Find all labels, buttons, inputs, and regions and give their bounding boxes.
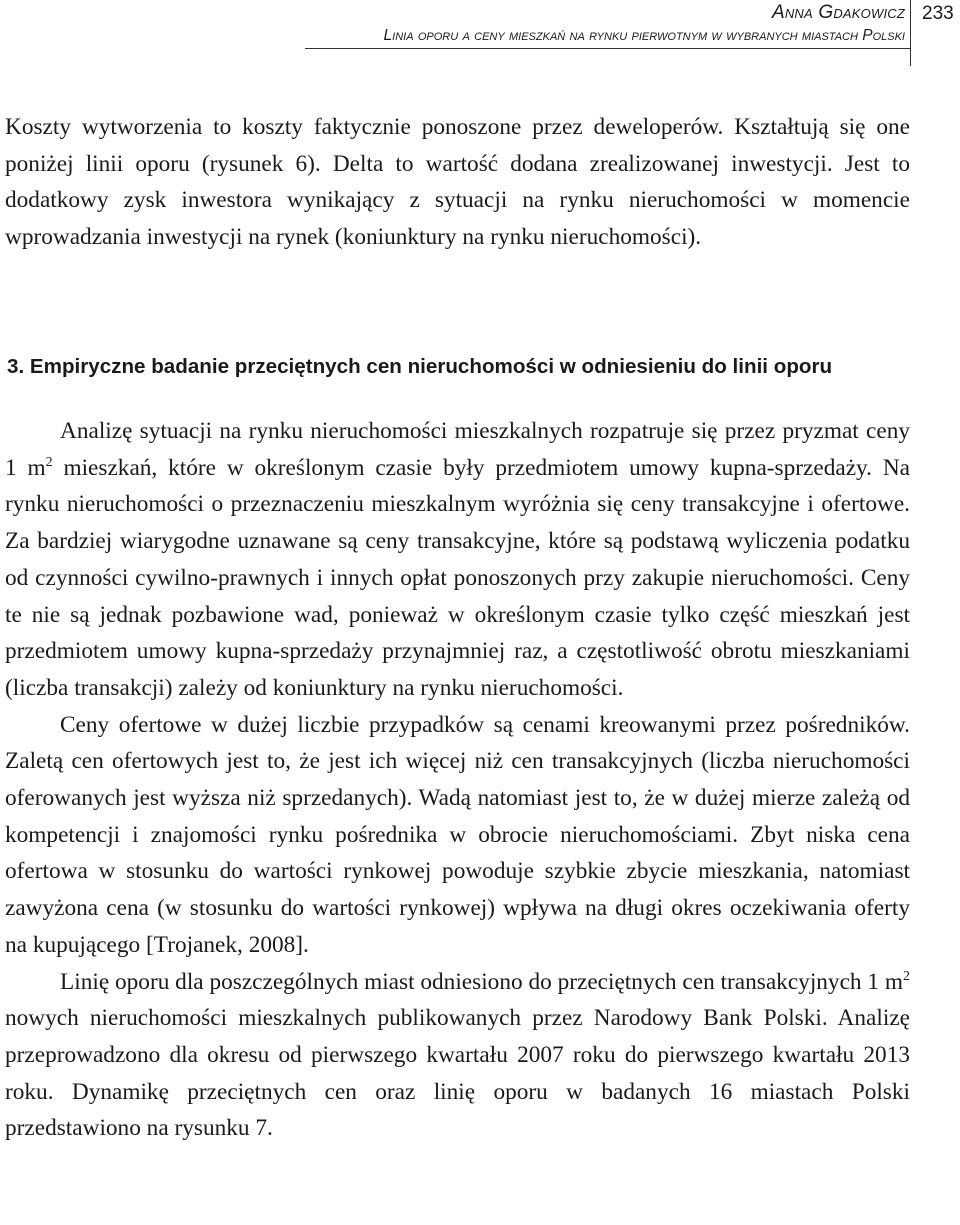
header-author: Anna Gdakowicz [771, 2, 905, 23]
paragraph-cost-delta: Koszty wytworzenia to koszty faktycznie ponoszone przez deweloperów. Kształtują się one poniżej linii oporu (rysunek 6). Delta to wartość dodana zrealizowanej inwestycji. Jest to dodatkowy zysk inwestora wynikający z sytuacji na rynku nieruchomości w momencie wprowadzania inwestycji na rynek (koniunktury na rynku nieruchomości). [5, 114, 910, 251]
text-segment: Linię oporu dla poszczególnych miast odniesiono do przeciętnych cen transakcyjnych 1 m [60, 968, 904, 995]
intro-text [5, 109, 910, 256]
superscript: 2 [903, 968, 910, 984]
section-heading: 3. Empiryczne badanie przeciętnych cen nieruchomości w odniesieniu do linii oporu [7, 355, 833, 378]
running-header [0, 0, 960, 70]
page-number: 233 [922, 3, 954, 24]
text-segment: mieszkań, które w określonym czasie były przedmiotem umowy kupna-sprzedaży. Na rynku nieruchomości o przeznaczeniu mieszkalnym wyróżnia się ceny transakcyjne i ofertowe. Za bardziej wiarygodne uznawane są ceny transakcyjne, które są podstawą wyliczenia podatku od czynności cywilno-prawnych i innych opłat ponoszonych przy zakupie nieruchomości. Ceny te nie są jednak pozbawione wad, ponieważ w określonym czasie tylko część mieszkań jest przedmiotem umowy kupna-sprzedaży przynajmniej raz, a częstotliwość obrotu mieszkaniami (liczba transakcji) zależy od koniunktury na rynku nieruchomości. [5, 454, 911, 701]
header-title: Linia oporu a ceny mieszkań na rynku pierwotnym w wybranych miastach Polski [383, 27, 905, 44]
section-body [5, 413, 910, 1147]
header-rule [305, 48, 910, 49]
superscript: 2 [45, 454, 53, 470]
paragraph-market-analysis [5, 413, 910, 707]
header-vertical-rule [910, 0, 911, 66]
text-segment: Analizę sytuacji na rynku nieruchomości mieszkalnych rozpatruje się przez pryzmat ceny 1 m [5, 418, 910, 481]
paragraph-offer-prices: Ceny ofertowe w dużej liczbie przypadków są cenami kreowanymi przez pośredników. Zaletą cen ofertowych jest to, że jest ich więcej niż cen transakcyjnych (liczba nieruchomości oferowanych jest wyższa niż sprzedanych). Wadą natomiast jest to, że w dużej mierze zależą od kompetencji i znajomości rynku pośrednika w obrocie nieruchomościami. Zbyt niska cena ofertowa w stosunku do wartości rynkowej powoduje szybkie zbycie mieszkania, natomiast zawyżona cena (w stosunku do wartości rynkowej) wpływa na długi okres oczekiwania oferty na kupującego [Trojanek, 2008]. [5, 711, 910, 958]
paragraph-resistance-line [5, 964, 910, 1148]
text-segment: nowych nieruchomości mieszkalnych publikowanych przez Narodowy Bank Polski. Analizę przeprowadzono dla okresu od pierwszego kwartału 2007 roku do pierwszego kwartału 2013 roku. Dynamikę przeciętnych cen oraz linię oporu w badanych 16 miastach Polski przedstawiono na rysunku 7. [5, 1005, 910, 1142]
